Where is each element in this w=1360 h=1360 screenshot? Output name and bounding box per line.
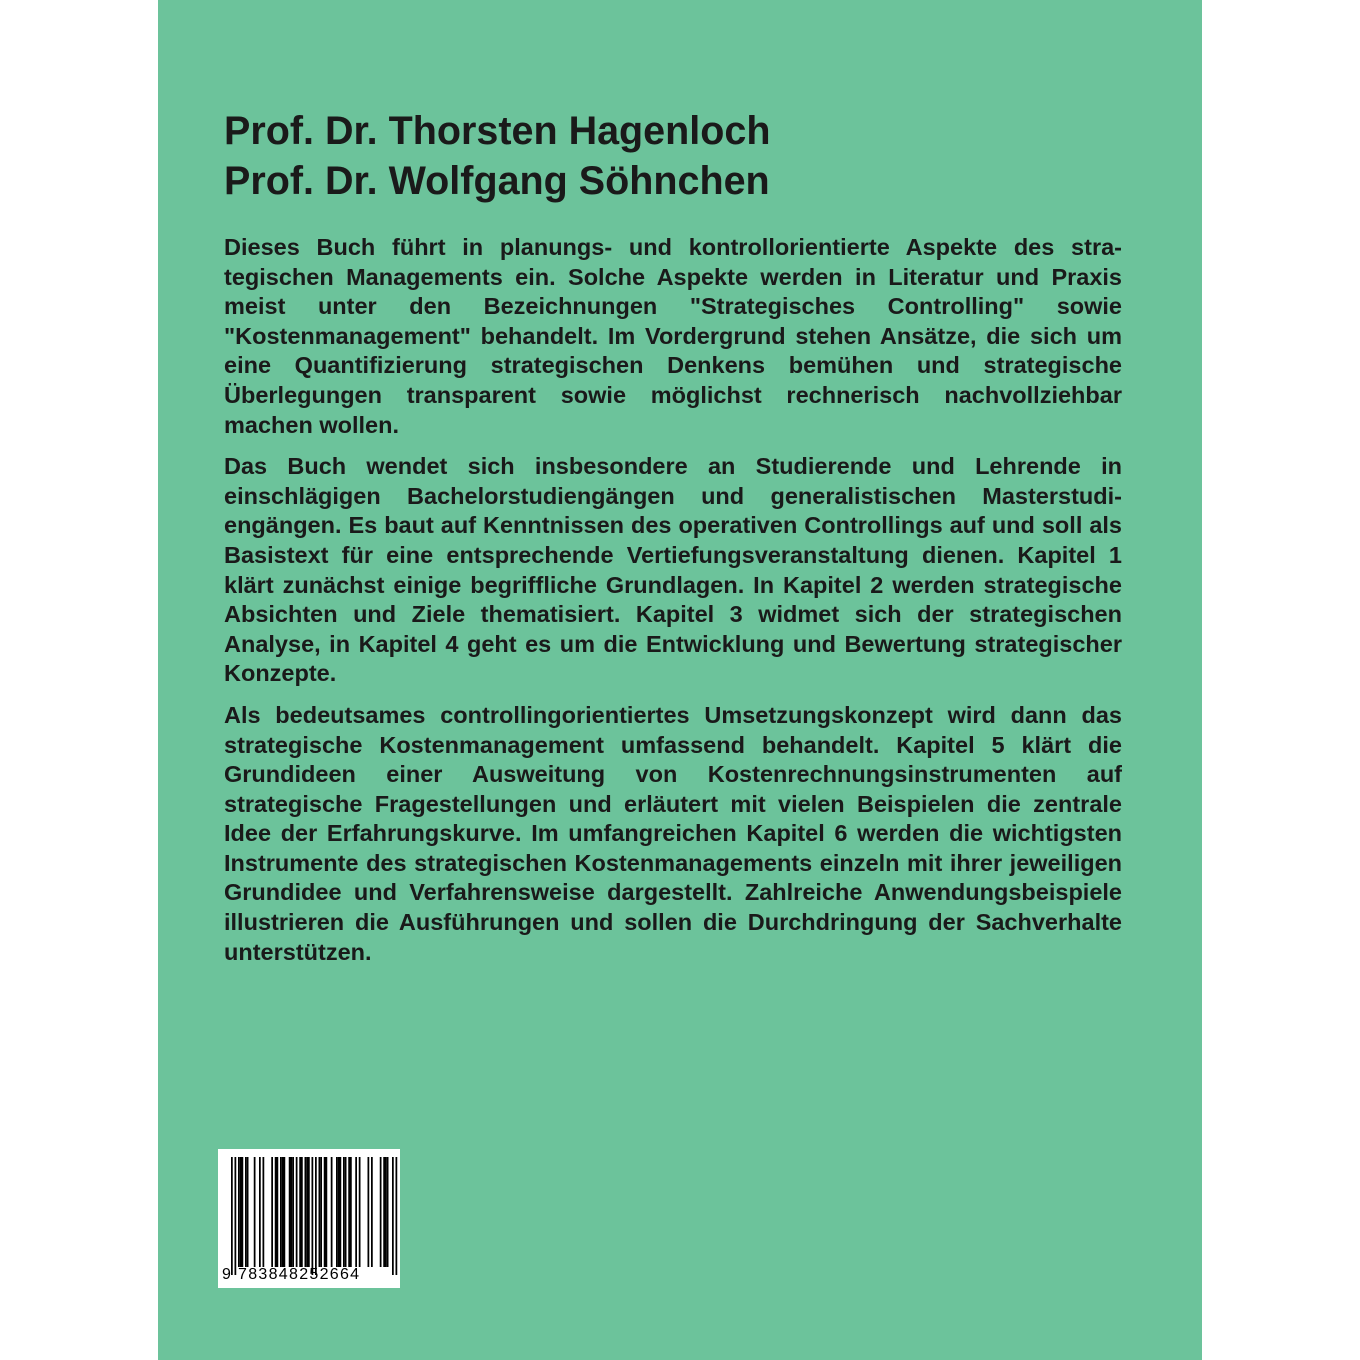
barcode-bar: [324, 1157, 326, 1267]
blurb-paragraph: Als bedeutsames controllingorientiertes Umsetzungskonzept wird dann das strategische Kostenmanagement umfassend behandelt. Kapitel 5 klärt die Grundideen einer Ausweitung von Kostenrechnungsinstrumenten auf strategische Fragestellungen und erläutert mit vielen Beispielen die zentrale Idee der Erfahrungskurve. Im umfangreichen Kapitel 6 werden die wichtigsten Instrumente des strategischen Kostenmanagements einzeln mit ihrer jeweiligen Grundidee und Verfahrensweise dargestellt. Zahlreiche Anwendungsbeispiele illustrieren die Ausführungen und sollen die Durchdringung der Sachverhalte unterstützen.: [224, 701, 1122, 965]
barcode-bar: [289, 1157, 291, 1267]
barcode-bar: [299, 1157, 301, 1267]
barcode-bar: [259, 1157, 261, 1267]
blurb-paragraph: Das Buch wendet sich insbesondere an Studierende und Lehrende in einschlägigen Bachelorstudiengängen und generalistischen Masterstudiengängen. Es baut auf Kenntnissen des operativen Controllings auf und soll als Basistext für eine entsprechende Vertiefungsveranstaltung dienen. Kapitel 1 klärt zunächst einige begriffliche Grundlagen. In Kapitel 2 werden strategische Absichten und Ziele thematisiert. Kapitel 3 widmet sich der strategischen Analyse, in Kapitel 4 geht es um die Entwicklung und Bewertung strategischer Konzepte.: [224, 453, 1122, 687]
barcode-bar: [396, 1157, 398, 1275]
barcode-bar: [242, 1157, 244, 1267]
barcode-bar: [308, 1157, 310, 1267]
barcode-bar: [315, 1157, 317, 1275]
back-cover: [158, 0, 1202, 1360]
author-names: [224, 106, 1124, 206]
barcode-bar: [383, 1157, 385, 1267]
blurb-text: [224, 233, 1122, 979]
isbn-barcode: [218, 1149, 400, 1288]
barcode-bar: [345, 1157, 347, 1267]
barcode-bar: [296, 1157, 298, 1267]
barcode-bar: [292, 1157, 294, 1267]
barcode-bar: [338, 1157, 340, 1267]
author-name: Prof. Dr. Wolfgang Söhnchen: [224, 159, 770, 203]
barcode-bar: [340, 1157, 342, 1267]
barcode-bar: [387, 1157, 389, 1267]
barcode-bar: [331, 1157, 333, 1267]
author-name: Prof. Dr. Thorsten Hagenloch: [224, 109, 771, 153]
isbn-digits: 783848252664: [238, 1266, 361, 1283]
barcode-bar: [320, 1157, 322, 1267]
barcode-bar: [306, 1157, 308, 1267]
barcode-bar: [312, 1157, 314, 1275]
barcode-bar: [275, 1157, 277, 1267]
isbn-lead-digit: 9: [222, 1266, 231, 1283]
barcode-bar: [385, 1157, 387, 1267]
barcode-bar: [271, 1157, 273, 1267]
barcode-bar: [305, 1157, 307, 1267]
barcode-bar: [263, 1157, 265, 1267]
barcode-bar: [240, 1157, 242, 1267]
barcode-bar: [355, 1157, 357, 1267]
barcode-bar: [392, 1157, 394, 1275]
barcode-bar: [284, 1157, 286, 1267]
barcode-bar: [254, 1157, 256, 1267]
barcode-bar: [326, 1157, 328, 1267]
barcode-bar: [301, 1157, 303, 1267]
barcode-bar: [235, 1157, 237, 1275]
barcode-bar: [368, 1157, 370, 1267]
barcode-bar: [277, 1157, 279, 1267]
barcode-bar: [238, 1157, 240, 1267]
barcode-bar: [247, 1157, 249, 1267]
barcode-bar: [350, 1157, 352, 1267]
barcode-bar: [291, 1157, 293, 1267]
barcode-bar: [245, 1157, 247, 1267]
barcode-bar: [280, 1157, 282, 1267]
barcode-bar: [343, 1157, 345, 1267]
barcode-bar: [371, 1157, 373, 1267]
barcode-bar: [319, 1157, 321, 1267]
barcode-bar: [336, 1157, 338, 1267]
barcode-bar: [348, 1157, 350, 1267]
blurb-paragraph: Dieses Buch führt in planungs- und kontrollorientierte Aspekte des strategischen Managements ein. Solche Aspekte werden in Literatur und Praxis meist unter den Bezeichnungen "Strategisches Controlling" sowie "Kostenmanagement" behandelt. Im Vordergrund stehen Ansätze, die sich um eine Quantifizierung strategischen Denkens bemühen und strategische Überlegungen transparent sowie möglichst rechnerisch nachvollziehbar machen wollen.: [224, 234, 1122, 438]
barcode-bar: [380, 1157, 382, 1267]
barcode-bar: [231, 1157, 233, 1275]
barcode-bar: [359, 1157, 361, 1267]
barcode-bar: [282, 1157, 284, 1267]
